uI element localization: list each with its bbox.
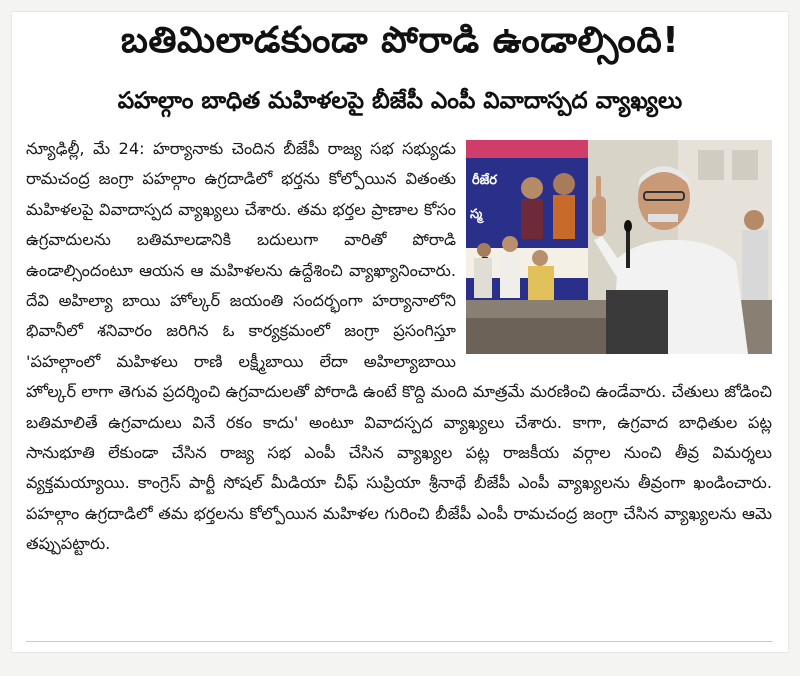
article-subheadline: పహల్గాం బాధిత మహిళలపై బీజేపీ ఎంపీ వివాదాస్పద వ్యాఖ్యలు [117, 88, 683, 114]
banner-text-2: స్మ [470, 207, 483, 222]
banner-text-1: రీజేర [472, 173, 497, 188]
speaker-at-podium-photo-icon [466, 140, 772, 354]
article-paragraph: న్యూఢిల్లీ, మే 24: హర్యానాకు చెందిన బీజేపీ రాజ్య సభ సభ్యుడు రామచంద్ర జంగ్రా పహల్గాం ఉగ్రదాడిలో భర్తను కోల్పోయిన వితంతు మహిళలపై వివాదాస్పద వ్యాఖ్యలు చేశారు. తమ భర్తల ప్రాణాల కోసం ఉగ్రవాదులను బతిమాలడానికి బదులుగా వారితో పోరాడి ఉండాల్సిందంటూ ఆయన ఆ మహిళలను ఉద్దేశించి వ్యాఖ్యానించారు. దేవి అహిల్యా బాయి హోల్కర్ జయంతి సందర్భంగా హర్యానాలోని భివానీలో శనివారం జరిగిన ఓ కార్యక్రమంలో జంగ్రా ప్రసంగిస్తూ 'పహల్గాంలో మహిళలు రాణి లక్ష్మీబాయి లేదా అహిల్యాబాయి హోల్కర్ లాగా తెగువ ప్రదర్శించి ఉగ్రవాదులతో పోరాడి ఉంటే కొద్ది మంది మాత్రమే మరణించి ఉండేవారు. చేతులు జోడించి బతిమాలితే ఉగ్రవాదులు వినే రకం కాదు' అంటూ వివాదస్పద వ్యాఖ్యలు చేశారు. కాగా, ఉగ్రవాద బాధితుల పట్ల సానుభూతి లేకుండా చేసిన రాజ్య సభ ఎంపీ చేసిన వ్యాఖ్యల పట్ల రాజకీయ వర్గాల నుంచి తీవ్ర విమర్శలు వ్యక్తమయ్యాయి. కాంగ్రెస్ పార్టీ సోషల్ మీడియా చీఫ్ సుప్రియా శ్రీనాథే బీజేపీ ఎంపీ వ్యాఖ్యలను తీవ్రంగా ఖండించారు. పహల్గాం ఉగ్రదాడిలో తమ భర్తలను కోల్పోయిన మహిళల గురించి బీజేపీ ఎంపీ రామచంద్ర జంగ్రా చేసిన వ్యాఖ్యలను ఆమె తప్పుపట్టారు. [26, 139, 772, 554]
article-photo [466, 140, 772, 354]
article-headline: బతిమిలాడకుండా పోరాడి ఉండాల్సింది! [120, 20, 680, 61]
bottom-divider [26, 641, 772, 642]
news-clipping [12, 12, 788, 652]
article-body [26, 134, 772, 560]
